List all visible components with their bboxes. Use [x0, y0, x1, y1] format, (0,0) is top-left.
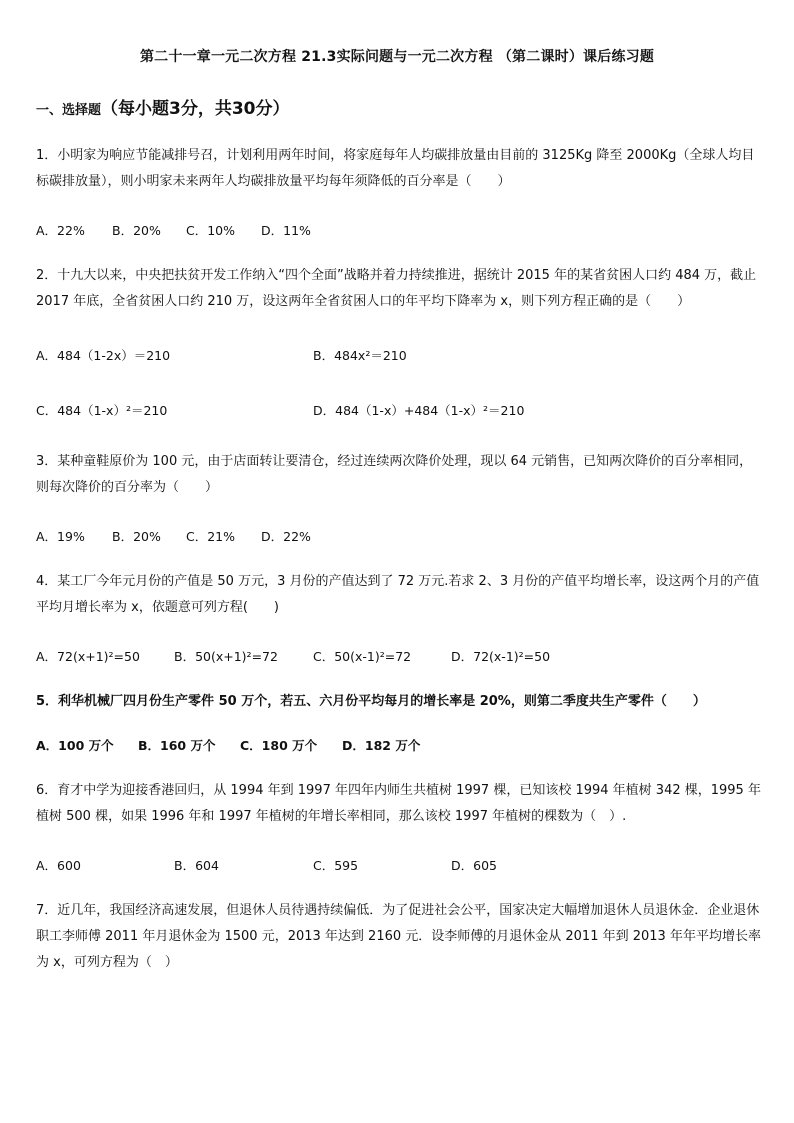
option-b: B．160 万个: [138, 738, 216, 753]
option-d: D．605: [451, 858, 497, 873]
section-note: （每小题3分，共30分）: [101, 99, 290, 119]
option-a: A．600: [36, 858, 81, 873]
section-label: 一、选择题: [36, 103, 102, 118]
option-b: B．484x²＝210: [313, 348, 407, 363]
option-c: C．180 万个: [240, 738, 318, 753]
option-a: A．484（1-2x）＝210: [36, 348, 171, 363]
option-d: D．11%: [261, 223, 311, 238]
option-c: C．484（1-x）²＝210: [36, 403, 168, 418]
option-b: B．20%: [112, 223, 161, 238]
question-3-text: 3．某种童鞋原价为 100 元，由于店面转让要清仓，经过连续两次降价处理，现以 64 元销售，已知两次降价的百分率相同，则每次降价的百分率为（ ）: [36, 454, 753, 495]
option-c: C．10%: [186, 223, 236, 238]
option-b: B．20%: [112, 529, 161, 544]
option-d: D．182 万个: [342, 738, 421, 753]
option-a: A．100 万个: [36, 738, 114, 753]
option-a: A．19%: [36, 529, 85, 544]
question-1-text: 1．小明家为响应节能减排号召，计划利用两年时间，将家庭每年人均碳排放量由目前的 3125Kg 降至 2000Kg（全球人均目标碳排放量），则小明家未来两年人均碳排放量平均每年须降低的百分率是（ ）: [36, 148, 755, 189]
question-7-text: 7．近几年，我国经济高速发展，但退休人员待遇持续偏低．为了促进社会公平，国家决定大幅增加退休人员退休金．企业退休职工李师傅 2011 年月退休金为 1500 元，2013 年达到 2160 元．设李师傅的月退休金从 2011 年到 2013 年年平均增长率为 x，可列方程为（ ）: [36, 903, 761, 970]
option-d: D．484（1-x）+484（1-x）²＝210: [313, 403, 525, 418]
section-heading: [36, 94, 290, 119]
question-2-text: 2．十九大以来，中央把扶贫开发工作纳入“四个全面”战略并着力持续推进，据统计 2015 年的某省贫困人口约 484 万，截止 2017 年底，全省贫困人口约 210 万，设这两年全省贫困人口的年平均下降率为 x，则下列方程正确的是（ ）: [36, 268, 757, 309]
option-d: D．22%: [261, 529, 311, 544]
option-b: B．604: [174, 858, 219, 873]
option-c: C．595: [313, 858, 359, 873]
option-c: C．50(x-1)²=72: [313, 649, 412, 664]
option-b: B．50(x+1)²=72: [174, 649, 278, 664]
option-c: C．21%: [186, 529, 236, 544]
page-title: 第二十一章一元二次方程 21.3实际问题与一元二次方程 （第二课时）课后练习题: [139, 49, 655, 65]
question-6-text: 6．育才中学为迎接香港回归，从 1994 年到 1997 年四年内师生共植树 1997 棵，已知该校 1994 年植树 342 棵，1995 年植树 500 棵，如果 1996 年和 1997 年植树的年增长率相同，那么该校 1997 年植树的棵数为（ ）.: [36, 783, 761, 824]
question-4-text: 4．某工厂今年元月份的产值是 50 万元，3 月份的产值达到了 72 万元.若求 2、3 月份的产值平均增长率，设这两个月的产值平均月增长率为 x，依题意可列方程( ): [36, 574, 760, 615]
option-a: A．72(x+1)²=50: [36, 649, 140, 664]
option-d: D．72(x-1)²=50: [451, 649, 551, 664]
option-a: A．22%: [36, 223, 85, 238]
question-5-text: 5．利华机械厂四月份生产零件 50 万个，若五、六月份平均每月的增长率是 20%，则第二季度共生产零件（ ）: [36, 694, 706, 709]
